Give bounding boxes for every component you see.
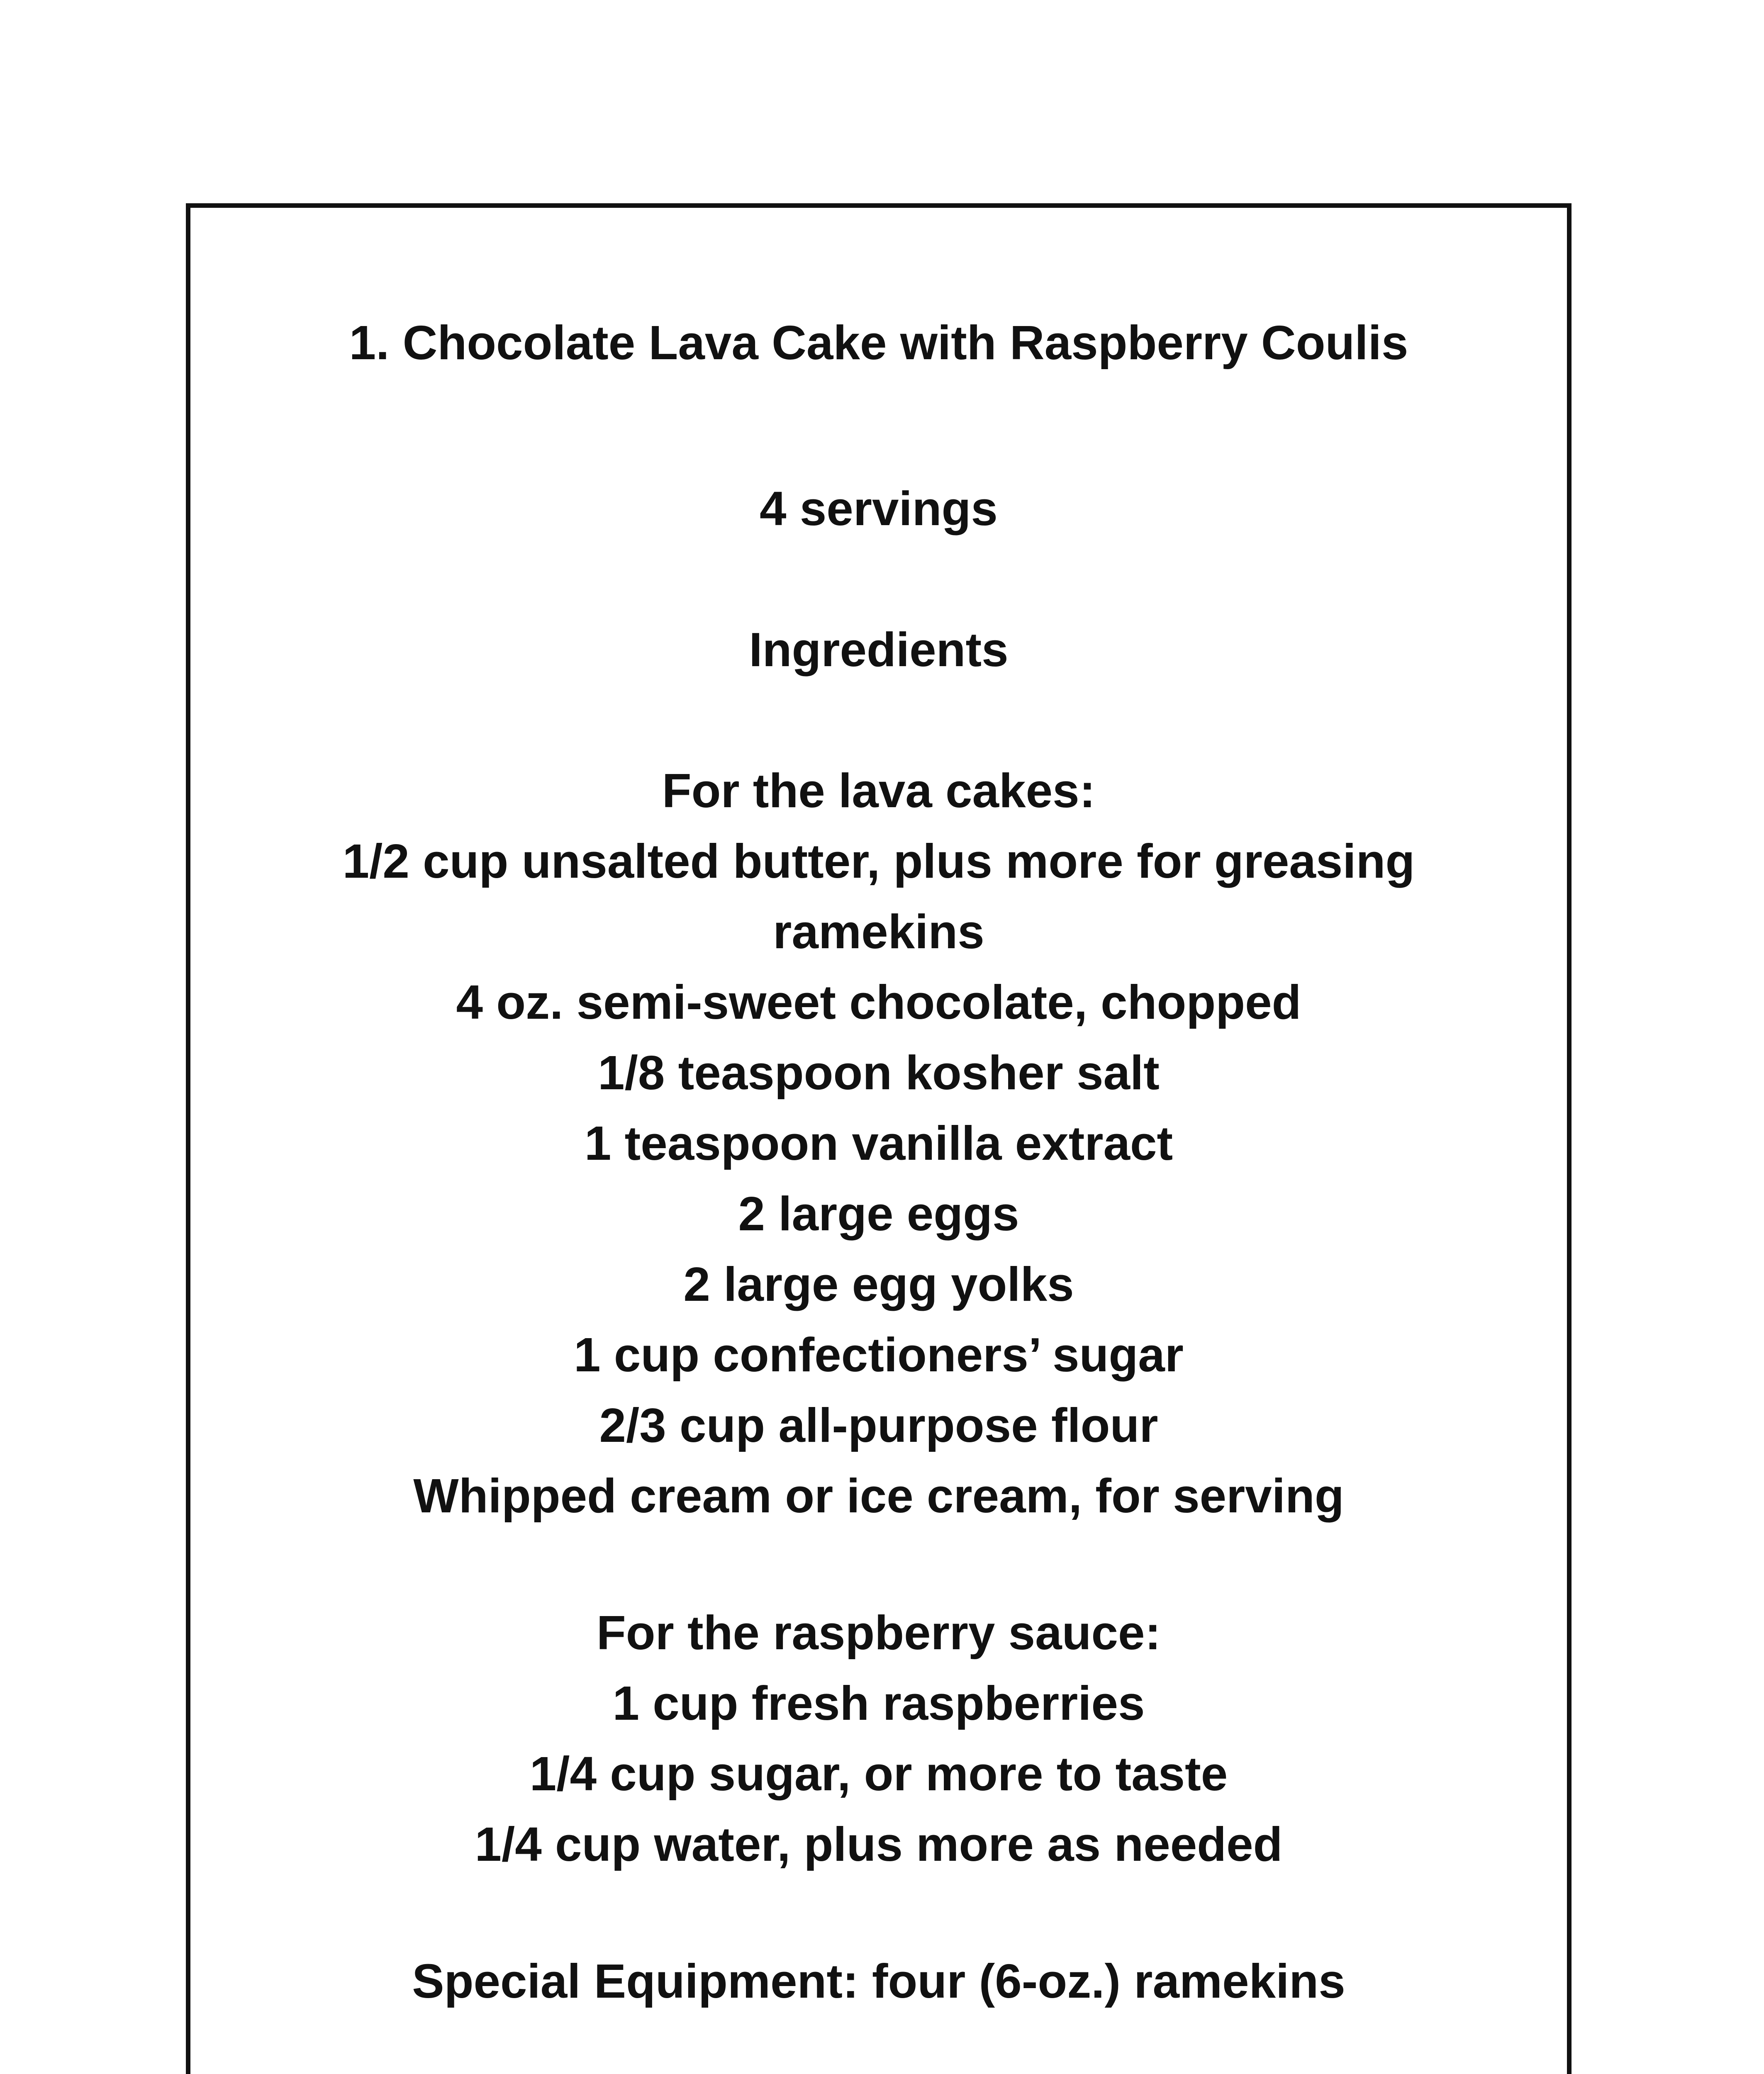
ingredient-item: 4 oz. semi-sweet chocolate, chopped xyxy=(456,975,1301,1029)
ingredient-item: 1/4 cup water, plus more as needed xyxy=(475,1817,1283,1871)
ingredient-item: 1/4 cup sugar, or more to taste xyxy=(529,1747,1228,1801)
raspberry-sauce-section xyxy=(190,1597,1567,1879)
lava-cakes-section xyxy=(190,755,1567,1531)
ingredient-item: 2 large egg yolks xyxy=(683,1257,1074,1311)
recipe-title: 1. Chocolate Lava Cake with Raspberry Coulis xyxy=(349,316,1408,370)
ingredient-item: 1 cup fresh raspberries xyxy=(612,1676,1145,1730)
ingredient-item: 1/2 cup unsalted butter, plus more for greasing xyxy=(342,834,1415,888)
ingredient-item: 1/8 teaspoon kosher salt xyxy=(598,1046,1160,1100)
ingredients-heading: Ingredients xyxy=(749,623,1009,677)
ingredient-item: 1 cup confectioners’ sugar xyxy=(574,1328,1184,1382)
ingredient-item: ramekins xyxy=(773,905,984,959)
ingredient-item: 2 large eggs xyxy=(738,1187,1019,1241)
servings-text: 4 servings xyxy=(760,482,998,536)
ingredient-item: Whipped cream or ice cream, for serving xyxy=(413,1469,1344,1523)
ingredient-item: 2/3 cup all-purpose flour xyxy=(599,1398,1158,1452)
lava-cakes-heading: For the lava cakes: xyxy=(662,764,1096,818)
raspberry-sauce-heading: For the raspberry sauce: xyxy=(596,1606,1161,1660)
special-equipment-text: Special Equipment: four (6-oz.) ramekins xyxy=(412,1954,1345,2008)
recipe-card-frame xyxy=(186,203,1572,2074)
ingredient-item: 1 teaspoon vanilla extract xyxy=(584,1116,1173,1170)
